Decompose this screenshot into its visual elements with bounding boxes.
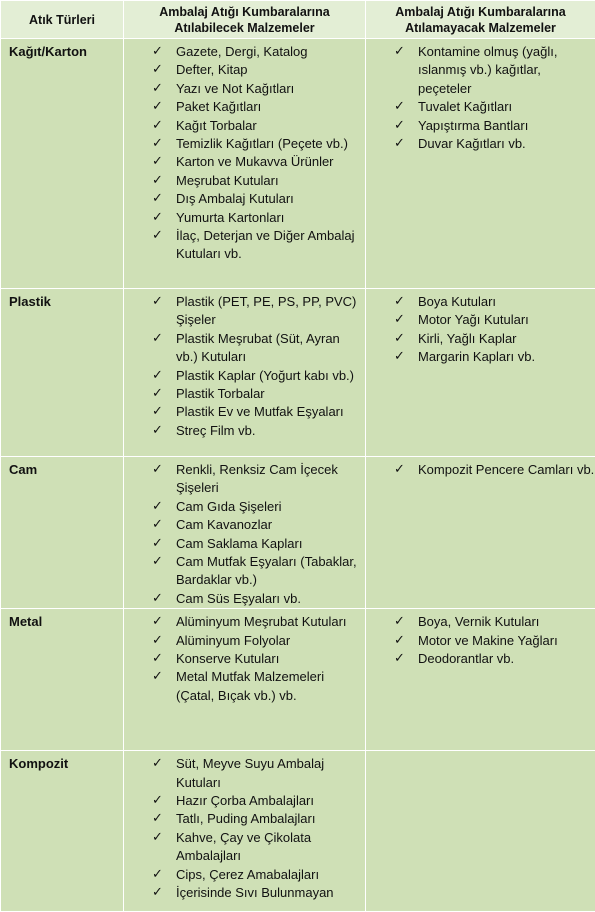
check-icon: ✓ [152, 209, 163, 227]
check-icon: ✓ [152, 98, 163, 116]
list-item [366, 293, 595, 311]
item-text: Hazır Çorba Ambalajları [176, 793, 314, 808]
not-allowed-list [366, 751, 595, 755]
list-item [124, 117, 365, 135]
item-text: Yumurta Kartonları [176, 210, 284, 225]
list-item [124, 367, 365, 385]
check-icon: ✓ [152, 792, 163, 810]
item-text: Kağıt Torbalar [176, 118, 257, 133]
item-text: Plastik Meşrubat (Süt, Ayran vb.) Kutuları [176, 331, 340, 364]
list-item [124, 498, 365, 516]
list-item [124, 668, 365, 705]
item-text: Yazı ve Not Kağıtları [176, 81, 294, 96]
check-icon: ✓ [394, 348, 405, 366]
check-icon: ✓ [152, 866, 163, 884]
row-glass [1, 457, 595, 609]
check-icon: ✓ [152, 498, 163, 516]
row-plastic [1, 289, 595, 457]
waste-type-cell: Plastik [1, 289, 124, 457]
check-icon: ✓ [152, 43, 163, 61]
list-item [124, 293, 365, 330]
waste-type-cell: Metal [1, 609, 124, 751]
item-text: Deodorantlar vb. [418, 651, 514, 666]
item-text: Cam Süs Eşyaları vb. [176, 591, 301, 606]
list-item [366, 348, 595, 366]
waste-type-cell: Kompozit [1, 751, 124, 912]
item-text: Konserve Kutuları [176, 651, 279, 666]
list-item [124, 755, 365, 792]
list-item [366, 98, 595, 116]
row-paper [1, 39, 595, 289]
list-item [366, 330, 595, 348]
list-item [124, 403, 365, 421]
header-waste-type: Atık Türleri [1, 1, 124, 39]
check-icon: ✓ [394, 293, 405, 311]
list-item [366, 311, 595, 329]
list-item [366, 135, 595, 153]
item-text: Gazete, Dergi, Katalog [176, 44, 308, 59]
not-allowed-cell [366, 39, 595, 289]
list-item [124, 330, 365, 367]
header-not-allowed-materials: Ambalaj Atığı Kumbaralarına Atılamayacak Malzemeler [366, 1, 595, 39]
item-text: Cam Mutfak Eşyaları (Tabaklar, Bardaklar vb.) [176, 554, 357, 587]
check-icon: ✓ [152, 590, 163, 608]
allowed-cell [124, 39, 366, 289]
check-icon: ✓ [152, 117, 163, 135]
list-item [366, 650, 595, 668]
not-allowed-list [366, 39, 595, 153]
list-item [124, 535, 365, 553]
check-icon: ✓ [394, 98, 405, 116]
row-metal [1, 609, 595, 751]
list-item [124, 829, 365, 866]
check-icon: ✓ [152, 461, 163, 479]
list-item [366, 43, 595, 98]
item-text: Süt, Meyve Suyu Ambalaj Kutuları [176, 756, 324, 789]
check-icon: ✓ [152, 153, 163, 171]
check-icon: ✓ [152, 172, 163, 190]
allowed-cell [124, 609, 366, 751]
header-row [1, 1, 595, 39]
item-text: Kontamine olmuş (yağlı, ıslanmış vb.) kağıtlar, peçeteler [418, 44, 557, 96]
list-item [366, 632, 595, 650]
list-item [366, 461, 595, 479]
not-allowed-cell [366, 751, 595, 912]
item-text: Cam Kavanozlar [176, 517, 272, 532]
item-text: Cips, Çerez Amabalajları [176, 867, 319, 882]
check-icon: ✓ [152, 422, 163, 440]
list-item [124, 553, 365, 590]
item-text: İçerisinde Sıvı Bulunmayan [176, 885, 334, 900]
check-icon: ✓ [152, 632, 163, 650]
item-text: Kirli, Yağlı Kaplar [418, 331, 517, 346]
item-text: Alüminyum Meşrubat Kutuları [176, 614, 347, 629]
check-icon: ✓ [152, 535, 163, 553]
not-allowed-list [366, 289, 595, 367]
allowed-list [124, 289, 365, 440]
item-text: Motor ve Makine Yağları [418, 633, 558, 648]
allowed-cell [124, 751, 366, 912]
waste-type-cell: Kağıt/Karton [1, 39, 124, 289]
item-text: Kahve, Çay ve Çikolata Ambalajları [176, 830, 311, 863]
check-icon: ✓ [152, 227, 163, 245]
list-item [124, 80, 365, 98]
list-item [124, 461, 365, 498]
item-text: Renkli, Renksiz Cam İçecek Şişeleri [176, 462, 338, 495]
list-item [124, 61, 365, 79]
item-text: Plastik Ev ve Mutfak Eşyaları [176, 404, 344, 419]
check-icon: ✓ [152, 553, 163, 571]
list-item [124, 810, 365, 828]
item-text: Plastik Torbalar [176, 386, 265, 401]
allowed-list [124, 457, 365, 608]
check-icon: ✓ [394, 650, 405, 668]
list-item [124, 422, 365, 440]
item-text: Alüminyum Folyolar [176, 633, 290, 648]
check-icon: ✓ [394, 330, 405, 348]
allowed-cell [124, 457, 366, 609]
check-icon: ✓ [152, 80, 163, 98]
item-text: Defter, Kitap [176, 62, 248, 77]
item-text: Cam Gıda Şişeleri [176, 499, 281, 514]
item-text: Yapıştırma Bantları [418, 118, 528, 133]
item-text: Plastik Kaplar (Yoğurt kabı vb.) [176, 368, 354, 383]
item-text: Meşrubat Kutuları [176, 173, 279, 188]
item-text: Metal Mutfak Malzemeleri (Çatal, Bıçak vb.) vb. [176, 669, 324, 702]
not-allowed-cell [366, 609, 595, 751]
list-item [124, 98, 365, 116]
item-text: Tatlı, Puding Ambalajları [176, 811, 315, 826]
check-icon: ✓ [152, 385, 163, 403]
list-item [124, 650, 365, 668]
list-item [366, 613, 595, 631]
not-allowed-cell [366, 289, 595, 457]
allowed-cell [124, 289, 366, 457]
list-item [124, 190, 365, 208]
item-text: Cam Saklama Kapları [176, 536, 302, 551]
check-icon: ✓ [152, 810, 163, 828]
allowed-list [124, 751, 365, 902]
item-text: Dış Ambalaj Kutuları [176, 191, 294, 206]
item-text: Kompozit Pencere Camları vb. [418, 462, 594, 477]
check-icon: ✓ [152, 650, 163, 668]
list-item [124, 632, 365, 650]
not-allowed-cell [366, 457, 595, 609]
row-composite [1, 751, 595, 912]
check-icon: ✓ [152, 330, 163, 348]
check-icon: ✓ [394, 632, 405, 650]
check-icon: ✓ [152, 829, 163, 847]
check-icon: ✓ [152, 61, 163, 79]
item-text: Margarin Kapları vb. [418, 349, 535, 364]
item-text: Boya, Vernik Kutuları [418, 614, 539, 629]
allowed-list [124, 39, 365, 264]
item-text: Paket Kağıtları [176, 99, 261, 114]
check-icon: ✓ [394, 43, 405, 61]
check-icon: ✓ [394, 311, 405, 329]
list-item [124, 135, 365, 153]
list-item [124, 172, 365, 190]
check-icon: ✓ [394, 117, 405, 135]
item-text: Motor Yağı Kutuları [418, 312, 529, 327]
check-icon: ✓ [152, 190, 163, 208]
item-text: Streç Film vb. [176, 423, 255, 438]
list-item [124, 43, 365, 61]
item-text: Temizlik Kağıtları (Peçete vb.) [176, 136, 348, 151]
list-item [124, 516, 365, 534]
check-icon: ✓ [152, 516, 163, 534]
check-icon: ✓ [152, 755, 163, 773]
check-icon: ✓ [152, 293, 163, 311]
item-text: Karton ve Mukavva Ürünler [176, 154, 334, 169]
check-icon: ✓ [152, 403, 163, 421]
allowed-list [124, 609, 365, 705]
item-text: Plastik (PET, PE, PS, PP, PVC) Şişeler [176, 294, 356, 327]
list-item [124, 792, 365, 810]
list-item [124, 884, 365, 902]
list-item [124, 153, 365, 171]
item-text: Duvar Kağıtları vb. [418, 136, 526, 151]
check-icon: ✓ [152, 668, 163, 686]
item-text: Tuvalet Kağıtları [418, 99, 512, 114]
list-item [124, 209, 365, 227]
list-item [124, 866, 365, 884]
header-allowed-materials: Ambalaj Atığı Kumbaralarına Atılabilecek Malzemeler [124, 1, 366, 39]
item-text: Boya Kutuları [418, 294, 496, 309]
check-icon: ✓ [152, 613, 163, 631]
check-icon: ✓ [394, 135, 405, 153]
item-text: İlaç, Deterjan ve Diğer Ambalaj Kutuları vb. [176, 228, 354, 261]
check-icon: ✓ [152, 884, 163, 902]
check-icon: ✓ [394, 613, 405, 631]
list-item [124, 227, 365, 264]
check-icon: ✓ [152, 367, 163, 385]
check-icon: ✓ [394, 461, 405, 479]
list-item [124, 613, 365, 631]
not-allowed-list [366, 609, 595, 668]
waste-type-cell: Cam [1, 457, 124, 609]
check-icon: ✓ [152, 135, 163, 153]
list-item [124, 385, 365, 403]
not-allowed-list [366, 457, 595, 479]
list-item [124, 590, 365, 608]
list-item [366, 117, 595, 135]
